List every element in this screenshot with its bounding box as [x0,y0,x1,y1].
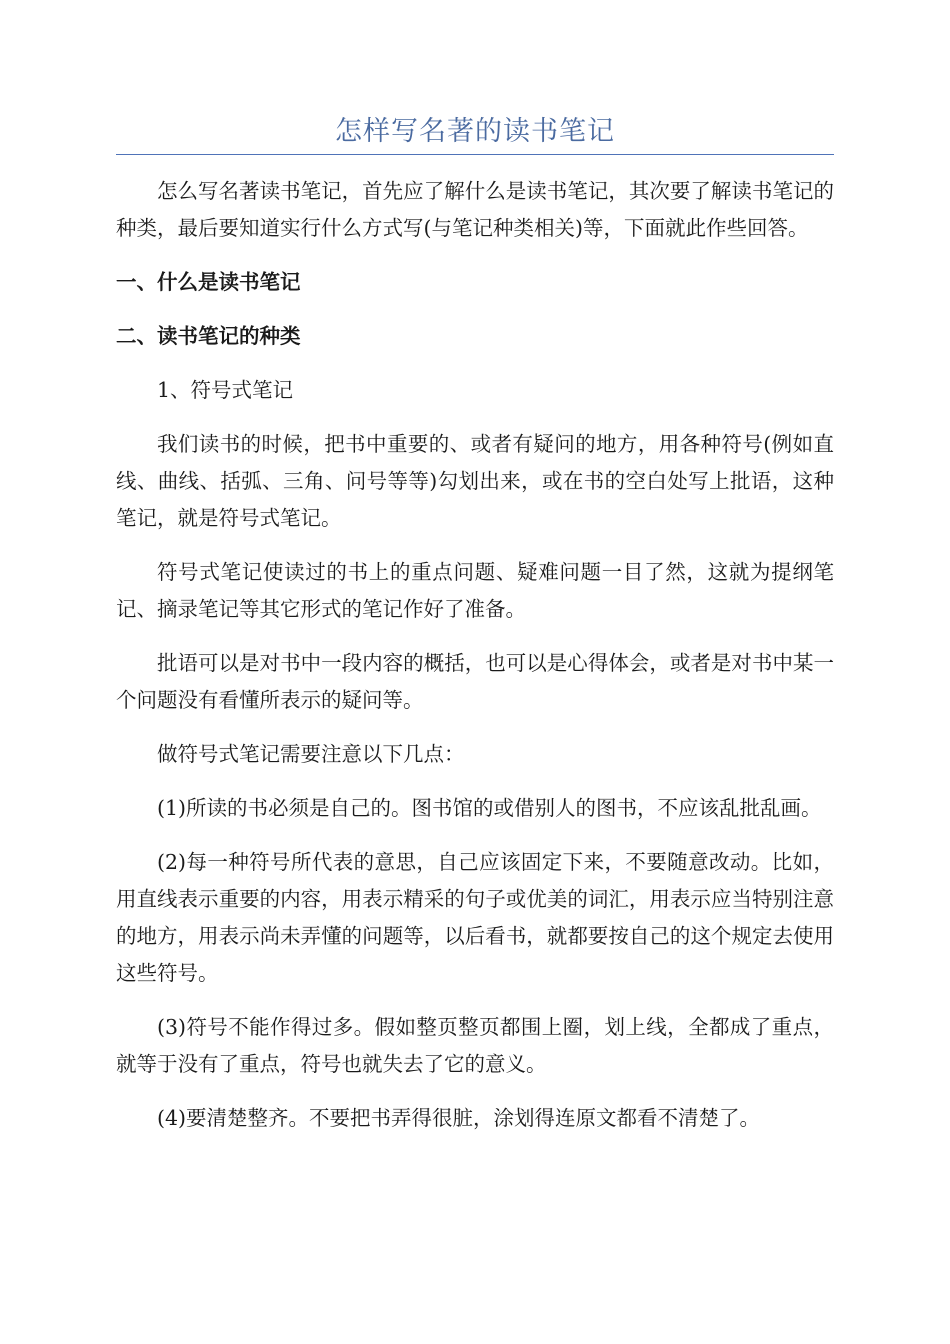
point-not-too-many: (3)符号不能作得过多。假如整页整页都围上圈，划上线，全都成了重点，就等于没有了重点，符号也就失去了它的意义。 [116,1015,834,1076]
paragraph-annotations: 批语可以是对书中一段内容的概括，也可以是心得体会，或者是对书中某一个问题没有看懂所表示的疑问等。 [116,651,834,712]
document-page [116,112,834,1137]
section-heading-types: 二、读书笔记的种类 [116,324,301,348]
point-own-book: (1)所读的书必须是自己的。图书馆的或借别人的图书，不应该乱批乱画。 [157,796,822,820]
intro-paragraph: 怎么写名著读书笔记，首先应了解什么是读书笔记，其次要了解读书笔记的种类，最后要知道实行什么方式写(与笔记种类相关)等，下面就此作些回答。 [116,179,834,240]
point-fixed-symbols: (2)每一种符号所代表的意思，自己应该固定下来，不要随意改动。比如，用直线表示重要的内容，用表示精采的句子或优美的词汇，用表示应当特别注意的地方，用表示尚未弄懂的问题等，以后看书，就都要按自己的这个规定去使用这些符号。 [116,850,834,985]
paragraph-symbol-notes-definition: 我们读书的时候，把书中重要的、或者有疑问的地方，用各种符号(例如直线、曲线、括弧、三角、问号等等)勾划出来，或在书的空白处写上批语，这种笔记，就是符号式笔记。 [116,432,834,530]
point-neat: (4)要清楚整齐。不要把书弄得很脏，涂划得连原文都看不清楚了。 [157,1106,761,1130]
page-title: 怎样写名著的读书笔记 [116,112,834,155]
sub-heading-symbol-notes: 1、符号式笔记 [157,378,294,402]
paragraph-symbol-notes-benefit: 符号式笔记使读过的书上的重点问题、疑难问题一目了然，这就为提纲笔记、摘录笔记等其它形式的笔记作好了准备。 [116,560,834,621]
paragraph-notes-intro: 做符号式笔记需要注意以下几点： [157,742,465,766]
section-heading-what-is: 一、什么是读书笔记 [116,270,301,294]
